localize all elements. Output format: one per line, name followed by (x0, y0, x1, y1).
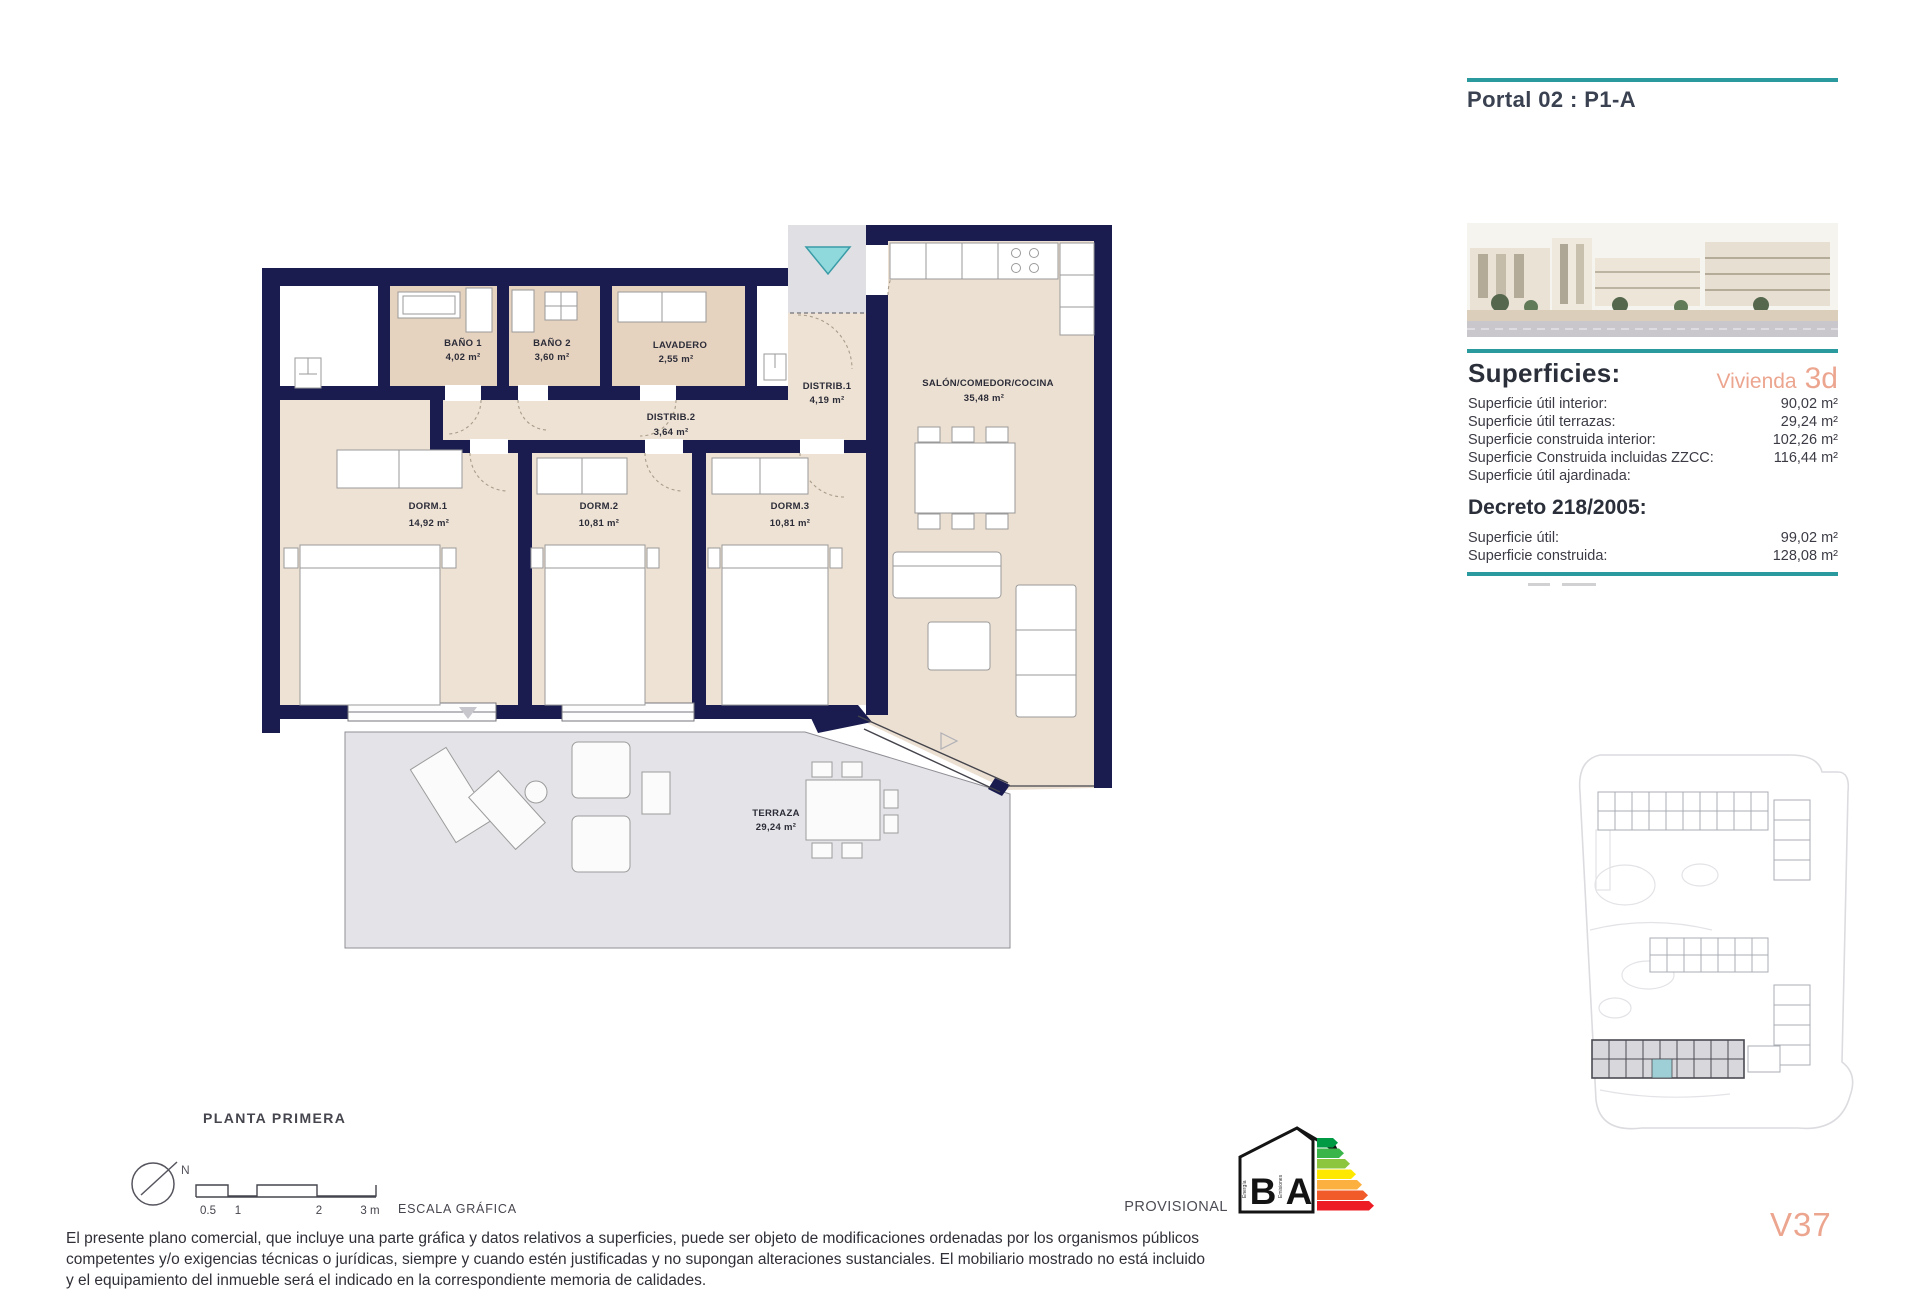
room-label: LAVADERO (652, 340, 708, 351)
room-area: 10,81 m² (769, 518, 811, 529)
room-area: 14,92 m² (408, 518, 450, 529)
scale-bar (196, 1185, 517, 1217)
room-label: DORM.1 (408, 501, 448, 512)
cropped-text-fragment (1528, 583, 1550, 586)
room-area: 29,24 m² (755, 822, 797, 833)
disclaimer-line: competentes y/o exigencias técnicas o jurídicas, siempre y cuando estén justificadas y no supongan alteraciones sustanciales. El mobiliario mostrado no está incluido (66, 1251, 1206, 1268)
room-area: 2,55 m² (658, 354, 694, 365)
row-value: 116,44 m² (1773, 450, 1838, 466)
scale-and-north (95, 1150, 575, 1220)
divider (1467, 572, 1838, 576)
decreto-row (1468, 548, 1838, 566)
superficie-row (1468, 432, 1838, 450)
entrance (788, 225, 866, 313)
room-label: DISTRIB.1 (802, 381, 852, 392)
room-label: BAÑO 1 (444, 338, 482, 349)
building-row-top (1598, 792, 1768, 830)
building-row-middle (1650, 938, 1768, 972)
row-label: Superficie útil ajardinada: (1468, 468, 1631, 484)
highlighted-unit (1652, 1059, 1672, 1078)
decreto-title: Decreto 218/2005: (1468, 496, 1647, 519)
floor-plan (255, 175, 1125, 965)
energy-letter-a: A (1285, 1171, 1313, 1212)
energy-side-label: Emisiones (1278, 1174, 1284, 1198)
row-label: Superficie útil interior: (1468, 396, 1608, 412)
superficie-row (1468, 414, 1838, 432)
scale-tick: 1 (234, 1205, 242, 1217)
room-area: 3,60 m² (534, 352, 570, 363)
superficie-row (1468, 450, 1838, 468)
scale-tick: 2 (315, 1205, 323, 1217)
bedroom-furniture (284, 450, 842, 705)
scale-tick: 3 m (360, 1205, 380, 1217)
site-plan (1560, 735, 1860, 1155)
vivienda-value: 3d (1804, 362, 1838, 395)
cropped-text-fragment (1562, 583, 1596, 586)
scale-caption: ESCALA GRÁFICA (398, 1202, 517, 1216)
room-label: SALÓN/COMEDOR/COCINA (922, 378, 1054, 389)
superficie-row (1468, 396, 1838, 414)
divider (1467, 349, 1838, 353)
row-value: 99,02 m² (1780, 530, 1838, 546)
energy-certificate-logo (1225, 1120, 1380, 1220)
energy-side-label: Energía (1242, 1180, 1248, 1198)
room-area: 3,64 m² (653, 427, 689, 438)
room-area: 35,48 m² (963, 393, 1005, 404)
vivienda-code (1716, 362, 1838, 396)
disclaimer-line: y el equipamiento del inmueble será el indicado en la correspondiente memoria de calidades. (66, 1272, 707, 1289)
building-render-image (1467, 223, 1838, 337)
scale-tick: 0.5 (200, 1205, 216, 1217)
floor-label: PLANTA PRIMERA (203, 1110, 347, 1126)
north-arrow-icon (132, 1162, 190, 1205)
row-label: Superficie útil terrazas: (1468, 414, 1616, 430)
decreto-row (1468, 530, 1838, 548)
row-label: Superficie construida: (1468, 548, 1608, 564)
room-area: 4,19 m² (809, 395, 845, 406)
row-label: Superficie útil: (1468, 530, 1560, 546)
disclaimer (66, 1228, 1205, 1291)
row-value: 128,08 m² (1772, 548, 1838, 564)
row-value: 90,02 m² (1780, 396, 1838, 412)
superficies-title: Superficies: (1468, 358, 1621, 388)
provisional-label: PROVISIONAL (1124, 1199, 1228, 1215)
portal-title: Portal 02 : P1-A (1467, 87, 1637, 112)
room-area: 4,02 m² (445, 352, 481, 363)
vivienda-prefix: Vivienda (1716, 370, 1797, 393)
building-row-selected (1592, 1040, 1780, 1078)
room-label: DORM.3 (770, 501, 810, 512)
row-value: 102,26 m² (1772, 432, 1838, 448)
north-label: N (181, 1163, 190, 1177)
room-area: 10,81 m² (578, 518, 620, 529)
divider (1467, 78, 1838, 82)
row-label: Superficie Construida incluidas ZZCC: (1468, 450, 1714, 466)
building-block-right-top (1774, 800, 1810, 880)
room-label: TERRAZA (752, 808, 800, 819)
disclaimer-line: El presente plano comercial, que incluye una parte gráfica y datos relativos a superficies, puede ser objeto de modificaciones ordenadas por los organismos públicos (66, 1230, 1200, 1247)
room-label: BAÑO 2 (533, 338, 571, 349)
room-label: DORM.2 (579, 501, 619, 512)
room-label: DISTRIB.2 (646, 412, 696, 423)
energy-rating-bars (1317, 1138, 1374, 1211)
energy-letter-b: B (1249, 1171, 1277, 1212)
row-label: Superficie construida interior: (1468, 432, 1656, 448)
row-value: 29,24 m² (1780, 414, 1838, 430)
unit-code: V37 (1770, 1206, 1832, 1243)
superficie-row (1468, 468, 1838, 486)
